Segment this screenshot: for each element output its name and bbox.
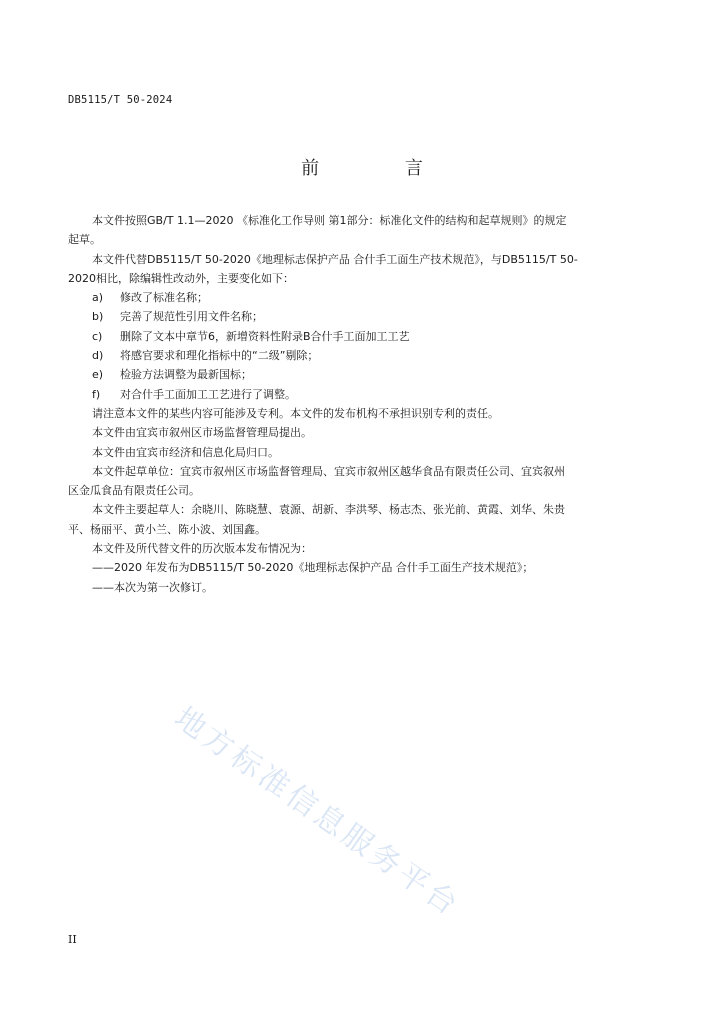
list-item-text: 完善了规范性引用文件名称； <box>120 310 263 324</box>
list-marker: d) <box>92 349 104 363</box>
list-marker: b) <box>92 310 104 324</box>
list-item-text: 检验方法调整为最新国标； <box>120 368 252 382</box>
document-body <box>68 211 640 597</box>
page-title: 前 言 <box>301 158 463 179</box>
list-item-text: 对合什手工面加工工艺进行了调整。 <box>120 387 296 401</box>
list-marker: c) <box>92 329 103 343</box>
list-item <box>68 346 640 365</box>
paragraph-line: 平、杨丽平、黄小兰、陈小波、刘国鑫。 <box>68 522 266 536</box>
paragraph-line: 本文件代替DB5115/T 50-2020《地理标志保护产品 合什手工面生产技术规范》，与DB5115/T 50- <box>92 252 578 266</box>
list-item-text: 删除了文本中章节6，新增资料性附录B合什手工面加工工艺 <box>120 329 410 343</box>
paragraph-line: 起草。 <box>68 233 101 247</box>
watermark: 地方标准信息服务平台 <box>167 700 467 925</box>
list-marker: e) <box>92 368 104 382</box>
version-history-line: ——本次为第一次修订。 <box>92 580 213 594</box>
paragraph-line: 本文件由宜宾市经济和信息化局归口。 <box>92 445 279 459</box>
paragraph-line: 区金瓜食品有限责任公司。 <box>68 484 200 498</box>
version-history-line: ——2020 年发布为DB5115/T 50-2020《地理标志保护产品 合什手工面生产技术规范》； <box>92 561 534 575</box>
paragraph-line: 本文件及所代替文件的历次版本发布情况为： <box>92 542 312 556</box>
list-item <box>68 288 640 307</box>
paragraph-line: 本文件由宜宾市叙州区市场监督管理局提出。 <box>92 426 312 440</box>
paragraph-line: 2020相比，除编辑性改动外，主要变化如下： <box>68 271 294 285</box>
list-item <box>68 327 640 346</box>
paragraph-line: 本文件主要起草人：余晓川、陈晓慧、袁源、胡新、李洪琴、杨志杰、张光前、黄霞、刘华、朱贵 <box>92 503 565 517</box>
list-marker: f) <box>92 387 101 401</box>
paragraph-line: 本文件起草单位：宜宾市叙州区市场监督管理局、宜宾市叙州区越华食品有限责任公司、宜宾叙州 <box>92 464 565 478</box>
list-marker: a) <box>92 291 104 305</box>
list-item-text: 将感官要求和理化指标中的“二级”剔除； <box>120 349 319 363</box>
paragraph-line: 本文件按照GB/T 1.1—2020 《标准化工作导则 第1部分：标准化文件的结构和起草规则》的规定 <box>92 214 567 227</box>
list-item-text: 修改了标准名称； <box>120 291 208 305</box>
page-number: II <box>68 933 77 946</box>
paragraph-line: 请注意本文件的某些内容可能涉及专利。本文件的发布机构不承担识别专利的责任。 <box>92 406 499 420</box>
list-item <box>68 385 640 404</box>
list-item <box>68 365 640 384</box>
document-code: DB5115/T 50-2024 <box>68 94 173 106</box>
list-item <box>68 307 640 326</box>
